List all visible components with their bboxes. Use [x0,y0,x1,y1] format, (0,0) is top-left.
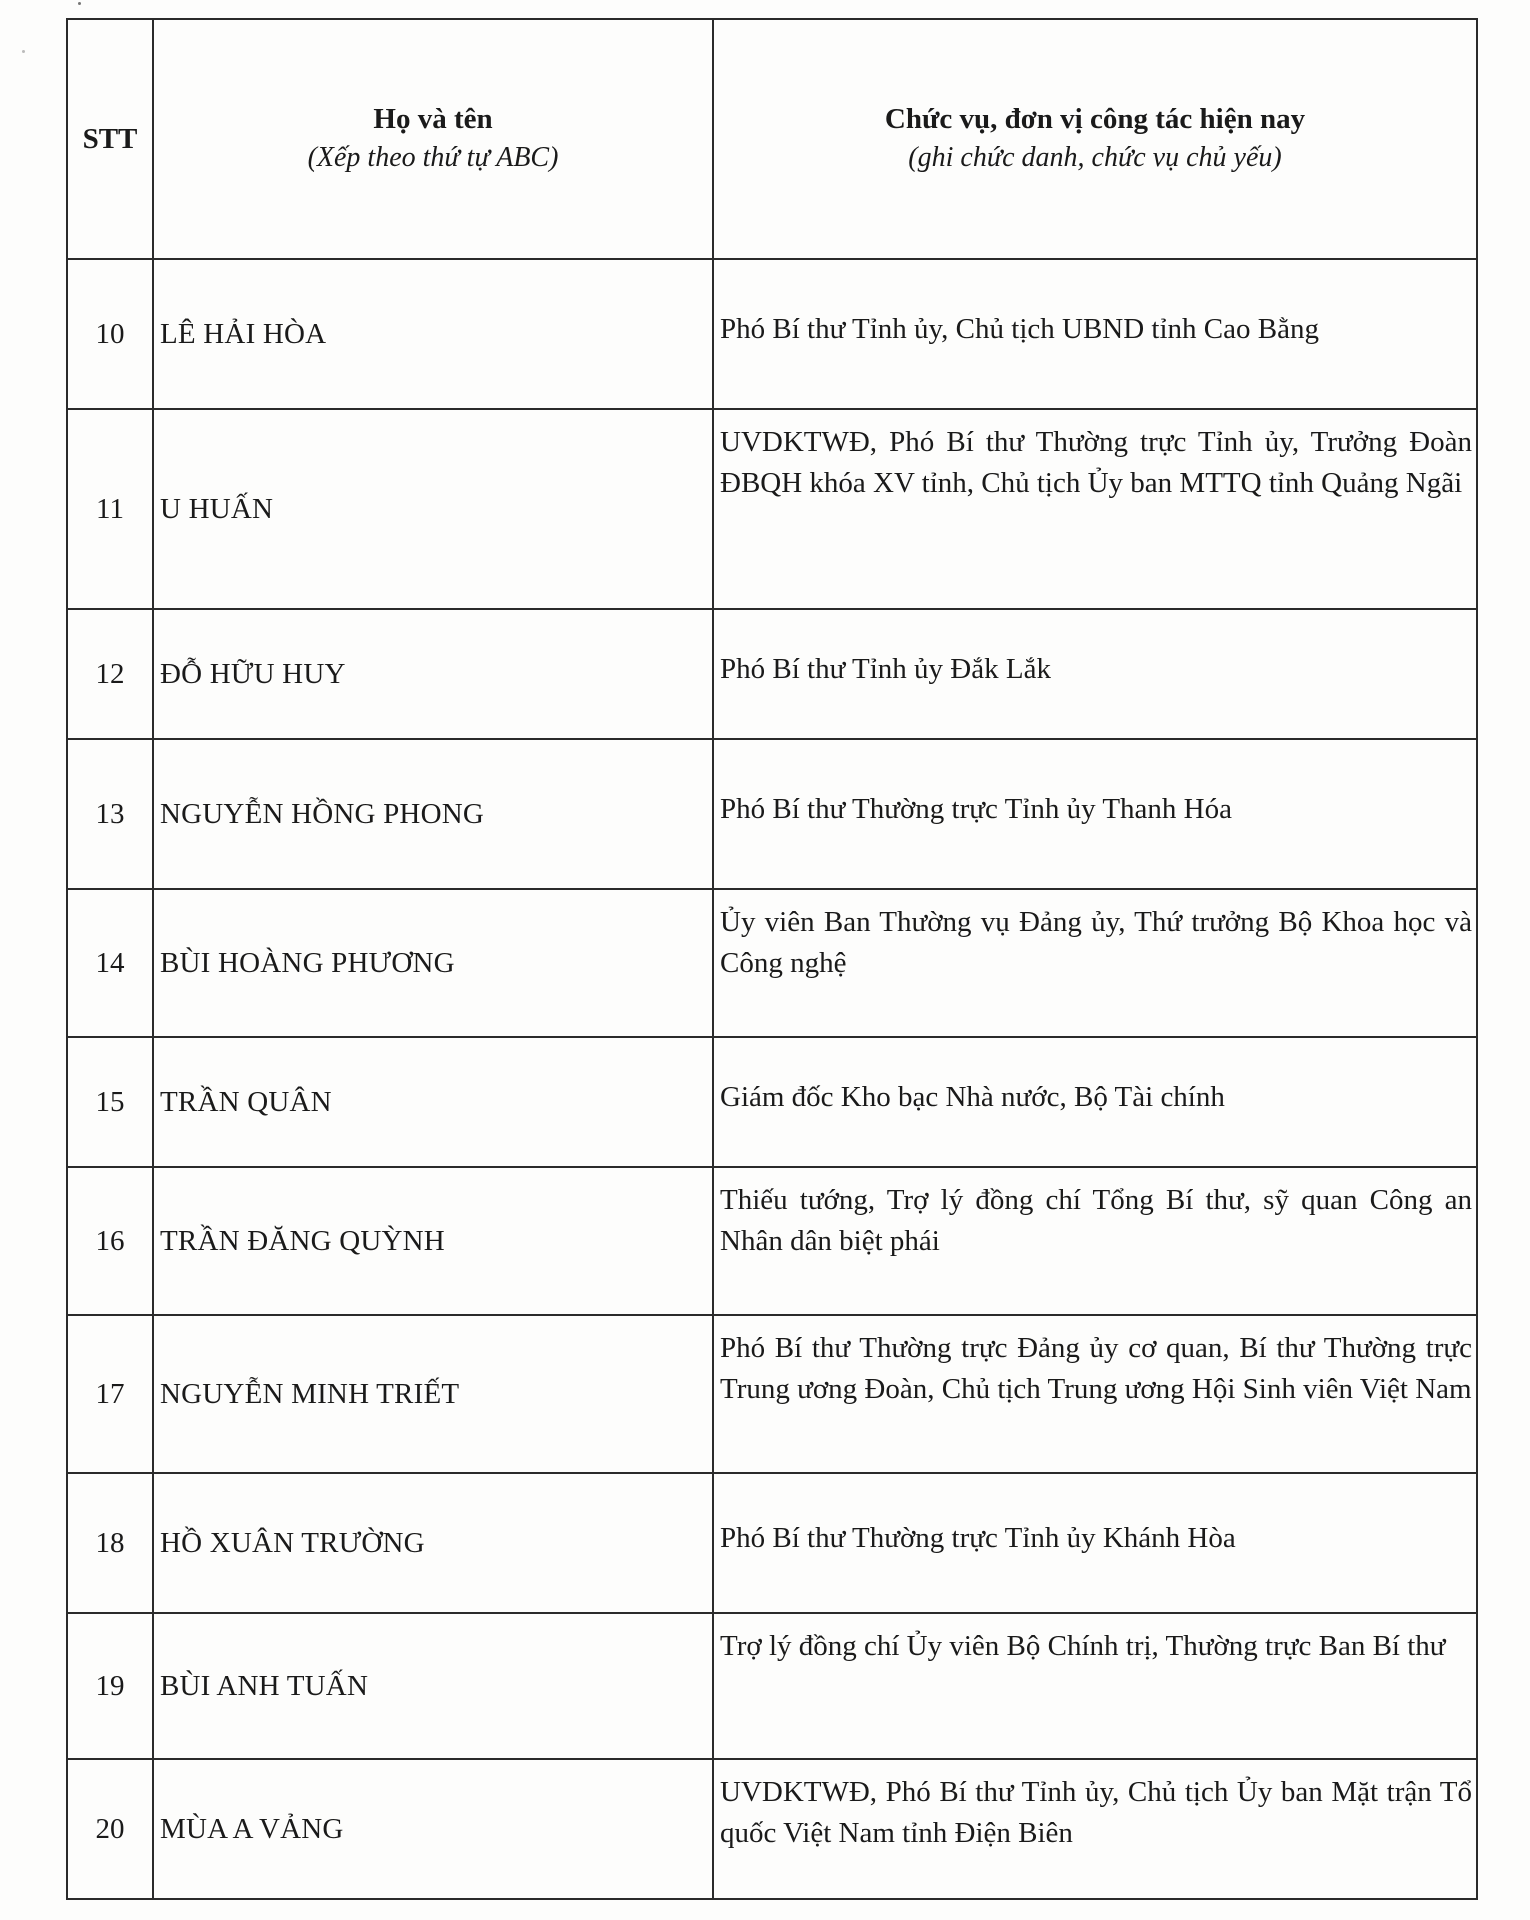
row-position: Ủy viên Ban Thường vụ Đảng ủy, Thứ trưởng Bộ Khoa học và Công nghệ [713,889,1477,1037]
row-position: Phó Bí thư Thường trực Tỉnh ủy Khánh Hòa [713,1473,1477,1613]
table-row [67,1613,1477,1759]
row-name: MÙA A VẢNG [153,1759,713,1899]
table-row [67,1315,1477,1473]
row-stt: 10 [67,259,153,409]
row-name: ĐỖ HỮU HUY [153,609,713,739]
row-name: TRẦN ĐĂNG QUỲNH [153,1167,713,1315]
row-stt: 15 [67,1037,153,1167]
row-stt: 14 [67,889,153,1037]
row-name: TRẦN QUÂN [153,1037,713,1167]
table-row [67,1473,1477,1613]
row-position: Trợ lý đồng chí Ủy viên Bộ Chính trị, Thường trực Ban Bí thư [713,1613,1477,1759]
header-name-subtitle: (Xếp theo thứ tự ABC) [307,142,559,173]
row-stt: 17 [67,1315,153,1473]
header-position [713,19,1477,259]
row-position: Phó Bí thư Thường trực Tỉnh ủy Thanh Hóa [713,739,1477,889]
table-row [67,739,1477,889]
row-stt: 12 [67,609,153,739]
table-row [67,1759,1477,1899]
header-position-subtitle: (ghi chức danh, chức vụ chủ yếu) [908,142,1282,173]
row-position: UVDKTWĐ, Phó Bí thư Tỉnh ủy, Chủ tịch Ủy ban Mặt trận Tổ quốc Việt Nam tỉnh Điện Biên [713,1759,1477,1899]
row-position: Phó Bí thư Tỉnh ủy, Chủ tịch UBND tỉnh Cao Bằng [713,259,1477,409]
row-position: UVDKTWĐ, Phó Bí thư Thường trực Tỉnh ủy, Trưởng Đoàn ĐBQH khóa XV tỉnh, Chủ tịch Ủy ban MTTQ tỉnh Quảng Ngãi [713,409,1477,609]
header-name [153,19,713,259]
header-stt [67,19,153,259]
table-row [67,409,1477,609]
row-name: BÙI HOÀNG PHƯƠNG [153,889,713,1037]
table-header-row [67,19,1477,259]
row-name: BÙI ANH TUẤN [153,1613,713,1759]
row-name: NGUYỄN HỒNG PHONG [153,739,713,889]
table-row [67,259,1477,409]
row-stt: 18 [67,1473,153,1613]
row-name: HỒ XUÂN TRƯỜNG [153,1473,713,1613]
row-name: NGUYỄN MINH TRIẾT [153,1315,713,1473]
table-row [67,609,1477,739]
row-stt: 20 [67,1759,153,1899]
row-position: Phó Bí thư Thường trực Đảng ủy cơ quan, Bí thư Thường trực Trung ương Đoàn, Chủ tịch Trung ương Hội Sinh viên Việt Nam [713,1315,1477,1473]
row-name: LÊ HẢI HÒA [153,259,713,409]
table-row [67,1167,1477,1315]
header-name-title: Họ và tên [373,103,493,135]
row-stt: 19 [67,1613,153,1759]
row-stt: 13 [67,739,153,889]
row-position: Thiếu tướng, Trợ lý đồng chí Tổng Bí thư, sỹ quan Công an Nhân dân biệt phái [713,1167,1477,1315]
row-position: Giám đốc Kho bạc Nhà nước, Bộ Tài chính [713,1037,1477,1167]
row-position: Phó Bí thư Tỉnh ủy Đắk Lắk [713,609,1477,739]
scan-speck [78,2,81,5]
header-position-title: Chức vụ, đơn vị công tác hiện nay [884,103,1306,135]
scan-speck [22,50,25,53]
header-stt-label: STT [82,123,138,155]
row-name: U HUẤN [153,409,713,609]
candidate-table [66,18,1478,1900]
row-stt: 11 [67,409,153,609]
row-stt: 16 [67,1167,153,1315]
table-row [67,889,1477,1037]
table-row [67,1037,1477,1167]
